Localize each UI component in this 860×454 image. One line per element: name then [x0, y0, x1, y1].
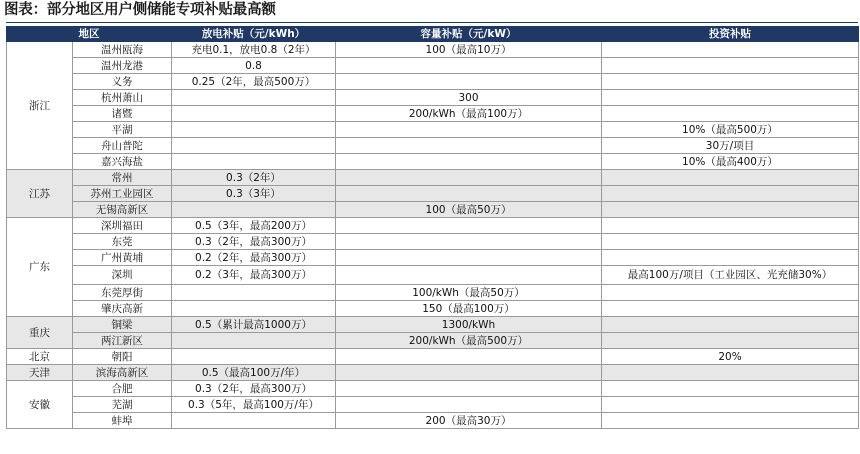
- investment-subsidy-cell: [602, 317, 859, 333]
- table-row: [7, 74, 859, 90]
- district-cell: 温州瓯海: [73, 42, 172, 58]
- table-row: [7, 186, 859, 202]
- district-cell: 常州: [73, 170, 172, 186]
- capacity-subsidy-cell: 100（最高50万）: [336, 202, 602, 218]
- district-cell: 朝阳: [73, 349, 172, 365]
- discharge-subsidy-cell: 0.5（3年，最高200万）: [172, 218, 336, 234]
- district-cell: 深圳: [73, 266, 172, 285]
- district-cell: 平湖: [73, 122, 172, 138]
- table-row: [7, 266, 859, 285]
- region-cell: 北京: [7, 349, 73, 365]
- investment-subsidy-cell: [602, 234, 859, 250]
- discharge-subsidy-cell: [172, 333, 336, 349]
- capacity-subsidy-cell: 200/kWh（最高100万）: [336, 106, 602, 122]
- subsidy-table: [6, 26, 859, 429]
- investment-subsidy-cell: [602, 202, 859, 218]
- investment-subsidy-cell: [602, 170, 859, 186]
- investment-subsidy-cell: [602, 365, 859, 381]
- table-row: [7, 285, 859, 301]
- header-investment-subsidy: 投资补贴: [602, 27, 859, 42]
- district-cell: 杭州萧山: [73, 90, 172, 106]
- district-cell: 无锡高新区: [73, 202, 172, 218]
- discharge-subsidy-cell: 0.3（3年）: [172, 186, 336, 202]
- investment-subsidy-cell: [602, 413, 859, 429]
- table-row: [7, 234, 859, 250]
- discharge-subsidy-cell: [172, 413, 336, 429]
- discharge-subsidy-cell: 0.3（2年，最高300万）: [172, 381, 336, 397]
- district-cell: 肇庆高新: [73, 301, 172, 317]
- title-divider: [6, 22, 858, 23]
- district-cell: 蚌埠: [73, 413, 172, 429]
- header-discharge-subsidy: 放电补贴（元/kWh）: [172, 27, 336, 42]
- capacity-subsidy-cell: [336, 154, 602, 170]
- discharge-subsidy-cell: [172, 202, 336, 218]
- district-cell: 东莞: [73, 234, 172, 250]
- investment-subsidy-cell: [602, 58, 859, 74]
- capacity-subsidy-cell: [336, 250, 602, 266]
- district-cell: 芜湖: [73, 397, 172, 413]
- capacity-subsidy-cell: [336, 349, 602, 365]
- capacity-subsidy-cell: 100（最高10万）: [336, 42, 602, 58]
- capacity-subsidy-cell: [336, 234, 602, 250]
- investment-subsidy-cell: [602, 106, 859, 122]
- district-cell: 两江新区: [73, 333, 172, 349]
- region-cell: 天津: [7, 365, 73, 381]
- district-cell: 深圳福田: [73, 218, 172, 234]
- investment-subsidy-cell: [602, 301, 859, 317]
- investment-subsidy-cell: [602, 218, 859, 234]
- district-cell: 温州龙港: [73, 58, 172, 74]
- investment-subsidy-cell: 10%（最高500万）: [602, 122, 859, 138]
- header-region: 地区: [7, 27, 172, 42]
- investment-subsidy-cell: [602, 397, 859, 413]
- capacity-subsidy-cell: [336, 170, 602, 186]
- district-cell: 舟山普陀: [73, 138, 172, 154]
- table-row: [7, 218, 859, 234]
- district-cell: 苏州工业园区: [73, 186, 172, 202]
- district-cell: 嘉兴海盐: [73, 154, 172, 170]
- discharge-subsidy-cell: 0.8: [172, 58, 336, 74]
- investment-subsidy-cell: [602, 333, 859, 349]
- region-cell: 安徽: [7, 381, 73, 429]
- discharge-subsidy-cell: 0.5（最高100万/年）: [172, 365, 336, 381]
- table-row: [7, 413, 859, 429]
- table-row: [7, 170, 859, 186]
- table-row: [7, 122, 859, 138]
- table-body: [7, 42, 859, 429]
- investment-subsidy-cell: [602, 381, 859, 397]
- region-cell: 江苏: [7, 170, 73, 218]
- discharge-subsidy-cell: [172, 301, 336, 317]
- district-cell: 铜梁: [73, 317, 172, 333]
- table-row: [7, 138, 859, 154]
- discharge-subsidy-cell: 0.3（2年，最高300万）: [172, 234, 336, 250]
- page-title: 图表：部分地区用户侧储能专项补贴最高额: [4, 2, 276, 18]
- region-cell: 重庆: [7, 317, 73, 349]
- discharge-subsidy-cell: [172, 122, 336, 138]
- table-row: [7, 250, 859, 266]
- capacity-subsidy-cell: [336, 397, 602, 413]
- capacity-subsidy-cell: [336, 186, 602, 202]
- investment-subsidy-cell: 30万/项目: [602, 138, 859, 154]
- header-capacity-subsidy: 容量补贴（元/kW）: [336, 27, 602, 42]
- capacity-subsidy-cell: [336, 266, 602, 285]
- discharge-subsidy-cell: [172, 349, 336, 365]
- table-row: [7, 365, 859, 381]
- investment-subsidy-cell: [602, 250, 859, 266]
- capacity-subsidy-cell: [336, 381, 602, 397]
- table-row: [7, 202, 859, 218]
- capacity-subsidy-cell: 300: [336, 90, 602, 106]
- table-row: [7, 349, 859, 365]
- region-cell: 广东: [7, 218, 73, 317]
- investment-subsidy-cell: 最高100万/项目（工业园区、光充储30%）: [602, 266, 859, 285]
- capacity-subsidy-cell: 200（最高30万）: [336, 413, 602, 429]
- district-cell: 东莞厚街: [73, 285, 172, 301]
- region-cell: 浙江: [7, 42, 73, 170]
- discharge-subsidy-cell: 0.2（3年，最高300万）: [172, 266, 336, 285]
- discharge-subsidy-cell: 0.2（2年，最高300万）: [172, 250, 336, 266]
- capacity-subsidy-cell: 150（最高100万）: [336, 301, 602, 317]
- table-row: [7, 333, 859, 349]
- discharge-subsidy-cell: [172, 138, 336, 154]
- table-row: [7, 397, 859, 413]
- table-row: [7, 317, 859, 333]
- capacity-subsidy-cell: [336, 74, 602, 90]
- discharge-subsidy-cell: [172, 90, 336, 106]
- district-cell: 合肥: [73, 381, 172, 397]
- capacity-subsidy-cell: 1300/kWh: [336, 317, 602, 333]
- table-row: [7, 106, 859, 122]
- investment-subsidy-cell: 10%（最高400万）: [602, 154, 859, 170]
- discharge-subsidy-cell: [172, 285, 336, 301]
- investment-subsidy-cell: [602, 74, 859, 90]
- discharge-subsidy-cell: 0.5（累计最高1000万）: [172, 317, 336, 333]
- district-cell: 广州黄埔: [73, 250, 172, 266]
- discharge-subsidy-cell: 0.3（2年）: [172, 170, 336, 186]
- table-row: [7, 42, 859, 58]
- investment-subsidy-cell: [602, 186, 859, 202]
- discharge-subsidy-cell: 充电0.1，放电0.8（2年）: [172, 42, 336, 58]
- capacity-subsidy-cell: [336, 58, 602, 74]
- capacity-subsidy-cell: [336, 122, 602, 138]
- district-cell: 义务: [73, 74, 172, 90]
- capacity-subsidy-cell: [336, 218, 602, 234]
- capacity-subsidy-cell: [336, 138, 602, 154]
- table-row: [7, 381, 859, 397]
- district-cell: 滨海高新区: [73, 365, 172, 381]
- investment-subsidy-cell: [602, 90, 859, 106]
- capacity-subsidy-cell: 100/kWh（最高50万）: [336, 285, 602, 301]
- investment-subsidy-cell: [602, 285, 859, 301]
- capacity-subsidy-cell: [336, 365, 602, 381]
- district-cell: 诸暨: [73, 106, 172, 122]
- capacity-subsidy-cell: 200/kWh（最高500万）: [336, 333, 602, 349]
- discharge-subsidy-cell: 0.3（5年，最高100万/年）: [172, 397, 336, 413]
- discharge-subsidy-cell: [172, 154, 336, 170]
- table-row: [7, 301, 859, 317]
- investment-subsidy-cell: [602, 42, 859, 58]
- investment-subsidy-cell: 20%: [602, 349, 859, 365]
- table-row: [7, 58, 859, 74]
- table-row: [7, 90, 859, 106]
- table-header-row: [7, 27, 859, 42]
- discharge-subsidy-cell: 0.25（2年，最高500万）: [172, 74, 336, 90]
- discharge-subsidy-cell: [172, 106, 336, 122]
- table-row: [7, 154, 859, 170]
